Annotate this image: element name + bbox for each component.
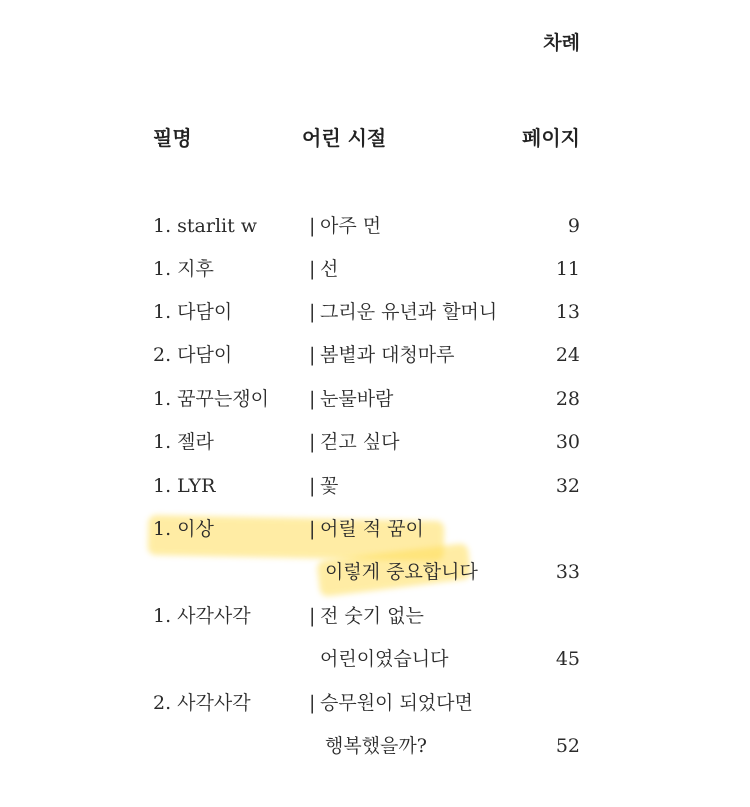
toc-row[interactable] bbox=[0, 688, 750, 718]
toc-page-number: 24 bbox=[555, 344, 580, 366]
toc-title-continuation: 이렇게 중요합니다 bbox=[325, 561, 478, 583]
toc-page-number: 30 bbox=[555, 431, 580, 453]
toc-title: 걷고 싶다 bbox=[320, 431, 400, 453]
toc-page-number: 11 bbox=[555, 258, 580, 280]
toc-title: 그리운 유년과 할머니 bbox=[320, 301, 498, 323]
toc-author: 2. 다담이 bbox=[153, 344, 233, 366]
toc-row-continuation[interactable] bbox=[0, 644, 750, 674]
toc-title: 전 숫기 없는 bbox=[320, 605, 424, 627]
toc-author: 1. LYR bbox=[153, 475, 216, 497]
toc-row[interactable] bbox=[0, 340, 750, 370]
toc-author: 1. 다담이 bbox=[153, 301, 233, 323]
toc-page-number: 28 bbox=[555, 388, 580, 410]
toc-separator: | bbox=[309, 605, 316, 627]
toc-author: 1. 꿈꾸는쟁이 bbox=[153, 388, 269, 410]
toc-author: 1. 이상 bbox=[153, 518, 214, 540]
toc-page-number: 9 bbox=[567, 215, 580, 237]
toc-page-number: 45 bbox=[555, 648, 580, 670]
toc-separator: | bbox=[309, 692, 316, 714]
toc-author: 2. 사각사각 bbox=[153, 692, 251, 714]
toc-title: 꽃 bbox=[320, 475, 339, 497]
toc-title-continuation: 행복했을까? bbox=[325, 735, 427, 757]
toc-separator: | bbox=[309, 518, 316, 540]
toc-page-number: 52 bbox=[555, 735, 580, 757]
toc-separator: | bbox=[309, 475, 316, 497]
toc-separator: | bbox=[309, 431, 316, 453]
toc-author: 1. 사각사각 bbox=[153, 605, 251, 627]
toc-row[interactable] bbox=[0, 471, 750, 501]
toc-page-number: 32 bbox=[555, 475, 580, 497]
toc-author: 1. starlit w bbox=[153, 215, 258, 237]
toc-row[interactable] bbox=[0, 211, 750, 241]
toc-title: 눈물바람 bbox=[320, 388, 394, 410]
toc-row[interactable] bbox=[0, 297, 750, 327]
column-header-pen-name: 필명 bbox=[153, 126, 192, 150]
toc-row-continuation[interactable] bbox=[0, 731, 750, 761]
toc-page-number: 13 bbox=[555, 301, 580, 323]
toc-separator: | bbox=[309, 258, 316, 280]
toc-separator: | bbox=[309, 388, 316, 410]
toc-row[interactable] bbox=[0, 384, 750, 414]
toc-row[interactable] bbox=[0, 601, 750, 631]
toc-title: 승무원이 되었다면 bbox=[320, 692, 473, 714]
toc-title-continuation: 어린이였습니다 bbox=[320, 648, 449, 670]
toc-separator: | bbox=[309, 301, 316, 323]
page-title: 차례 bbox=[543, 32, 580, 54]
toc-row[interactable] bbox=[0, 427, 750, 457]
toc-separator: | bbox=[309, 215, 316, 237]
toc-title: 봄볕과 대청마루 bbox=[320, 344, 455, 366]
toc-title: 어릴 적 꿈이 bbox=[320, 518, 424, 540]
toc-author: 1. 젤라 bbox=[153, 431, 214, 453]
column-header-title: 어린 시절 bbox=[302, 126, 387, 150]
toc-page-number: 33 bbox=[555, 561, 580, 583]
toc-title: 아주 먼 bbox=[320, 215, 382, 237]
toc-separator: | bbox=[309, 344, 316, 366]
toc-row-highlighted[interactable] bbox=[0, 514, 750, 544]
toc-row[interactable] bbox=[0, 254, 750, 284]
toc-row-continuation[interactable] bbox=[0, 557, 750, 587]
toc-author: 1. 지후 bbox=[153, 258, 214, 280]
toc-title: 선 bbox=[320, 258, 339, 280]
column-header-page: 페이지 bbox=[522, 126, 580, 150]
